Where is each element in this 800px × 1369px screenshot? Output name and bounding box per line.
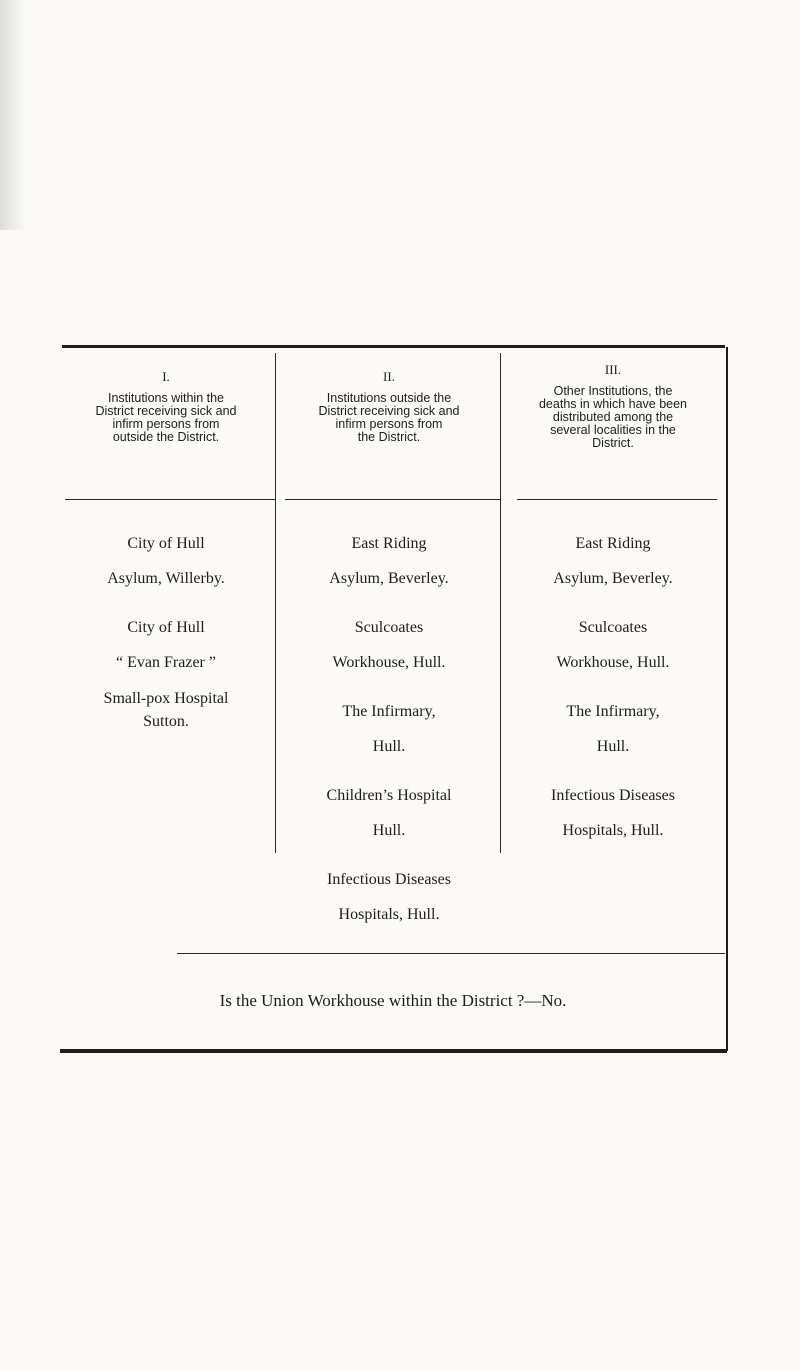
- header-line: infirm persons from: [335, 417, 443, 431]
- column-header-1: [59, 370, 273, 444]
- column-numeral: II.: [383, 369, 395, 384]
- entry-line: Sculcoates: [578, 619, 648, 636]
- column-1-entries: [59, 535, 273, 762]
- header-line: distributed among the: [552, 410, 674, 424]
- entry-line: Small-pox Hospital: [103, 690, 229, 707]
- entry-line: Children’s Hospital: [326, 787, 452, 804]
- institution-entry: [279, 787, 499, 840]
- entry-line: Infectious Diseases: [327, 871, 451, 888]
- entry-line: Hull.: [372, 738, 406, 755]
- institution-entry: [505, 787, 721, 840]
- institutions-table: [57, 345, 729, 1053]
- entry-line: Sculcoates: [354, 619, 424, 636]
- entry-line: Workhouse, Hull.: [332, 654, 446, 671]
- column-2-entries: [279, 535, 499, 955]
- institution-entry: [279, 535, 499, 588]
- header-line: Institutions within the: [107, 391, 225, 405]
- page-edge-shadow: [0, 0, 26, 230]
- header-rule: [285, 499, 500, 500]
- institution-entry: [59, 690, 273, 731]
- entry-line: Hospitals, Hull.: [338, 906, 440, 923]
- header-line: the District.: [357, 430, 421, 444]
- column-divider: [500, 353, 501, 853]
- header-line: Institutions outside the: [326, 391, 452, 405]
- entry-line: The Infirmary,: [566, 703, 660, 720]
- header-line: deaths in which have been: [538, 397, 688, 411]
- institution-entry: [505, 703, 721, 756]
- column-3-entries: [505, 535, 721, 871]
- entry-line: Workhouse, Hull.: [556, 654, 670, 671]
- column-numeral: III.: [604, 362, 622, 377]
- header-line: District receiving sick and: [95, 404, 237, 418]
- entry-line: Asylum, Beverley.: [553, 570, 673, 587]
- header-rule: [517, 499, 717, 500]
- header-line: Other Institutions, the: [553, 384, 673, 398]
- header-line: infirm persons from: [112, 417, 220, 431]
- entry-line: Asylum, Beverley.: [329, 570, 449, 587]
- entry-line: Sutton.: [143, 713, 189, 730]
- entry-line: Infectious Diseases: [551, 787, 675, 804]
- institution-entry: [279, 619, 499, 672]
- column-numeral: I.: [162, 369, 170, 384]
- entry-line: City of Hull: [127, 619, 205, 636]
- entry-line: East Riding: [575, 535, 651, 552]
- union-workhouse-question: Is the Union Workhouse within the District ?—No.: [219, 991, 567, 1010]
- footer-rule: [177, 953, 725, 954]
- header-line: District.: [592, 436, 634, 450]
- entry-line: “ Evan Frazer ”: [116, 654, 216, 671]
- entry-line: The Infirmary,: [342, 703, 436, 720]
- header-line: District receiving sick and: [318, 404, 460, 418]
- entry-line: City of Hull: [127, 535, 205, 552]
- entry-line: Asylum, Willerby.: [107, 570, 225, 587]
- institution-entry: [279, 703, 499, 756]
- table-right-rule: [726, 347, 728, 1051]
- column-header-3: [505, 363, 721, 450]
- entry-line: Hull.: [596, 738, 630, 755]
- header-line: outside the District.: [112, 430, 220, 444]
- table-bottom-rule: [60, 1049, 727, 1053]
- institution-entry: [59, 535, 273, 588]
- header-rule: [65, 499, 275, 500]
- institution-entry: [505, 619, 721, 672]
- table-top-rule: [62, 345, 725, 348]
- institution-entry: [505, 535, 721, 588]
- header-line: several localities in the: [550, 423, 676, 437]
- column-divider: [275, 353, 276, 853]
- institution-entry: [279, 871, 499, 924]
- column-header-2: [279, 370, 499, 444]
- entry-line: Hospitals, Hull.: [562, 822, 664, 839]
- institution-entry: [59, 619, 273, 672]
- entry-line: Hull.: [372, 822, 406, 839]
- entry-line: East Riding: [351, 535, 427, 552]
